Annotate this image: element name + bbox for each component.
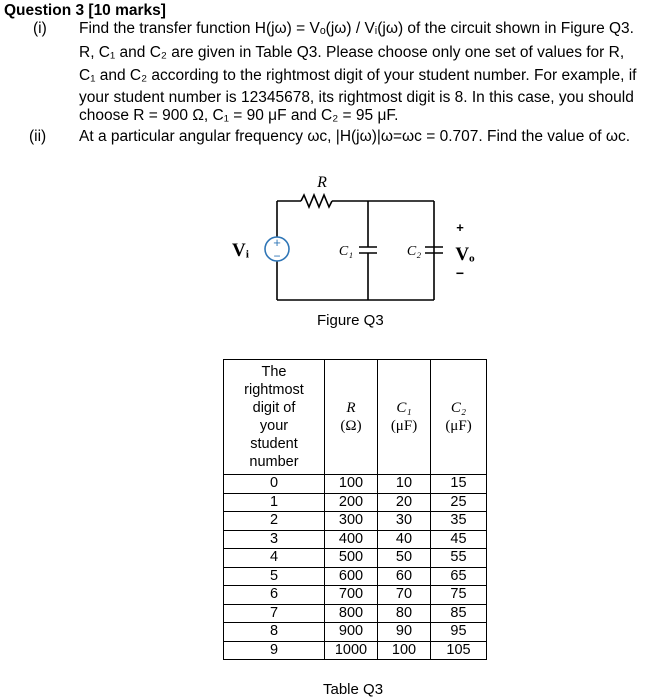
cell-r: 300 bbox=[325, 512, 378, 531]
cell-c1: 60 bbox=[378, 567, 431, 586]
header-digit-line: student bbox=[250, 436, 298, 452]
table-header-row bbox=[224, 360, 487, 475]
header-c2-symbol: C₂ bbox=[450, 400, 467, 416]
header-r-symbol: R bbox=[346, 400, 356, 416]
header-r-unit: (Ω) bbox=[340, 418, 362, 434]
cell-c2: 55 bbox=[431, 549, 487, 568]
table-row bbox=[224, 567, 487, 586]
cell-r: 100 bbox=[325, 475, 378, 494]
source-label: Vᵢ bbox=[232, 240, 250, 261]
cell-digit: 2 bbox=[224, 512, 325, 531]
resistor-symbol bbox=[301, 195, 332, 207]
cell-digit: 4 bbox=[224, 549, 325, 568]
output-minus-sign: − bbox=[455, 265, 465, 281]
table-row bbox=[224, 530, 487, 549]
circuit-diagram bbox=[220, 170, 480, 310]
table-row bbox=[224, 641, 487, 660]
header-c2 bbox=[431, 360, 487, 475]
cell-r: 200 bbox=[325, 493, 378, 512]
cell-r: 600 bbox=[325, 567, 378, 586]
table-row bbox=[224, 549, 487, 568]
cell-c1: 30 bbox=[378, 512, 431, 531]
cell-c2: 85 bbox=[431, 604, 487, 623]
cell-r: 700 bbox=[325, 586, 378, 605]
cell-r: 900 bbox=[325, 623, 378, 642]
output-label: Vₒ bbox=[455, 244, 475, 265]
cell-c1: 80 bbox=[378, 604, 431, 623]
cell-c2: 35 bbox=[431, 512, 487, 531]
cell-digit: 8 bbox=[224, 623, 325, 642]
cell-c1: 100 bbox=[378, 641, 431, 660]
cap1-label: C₁ bbox=[338, 244, 354, 259]
header-c1-symbol: C₁ bbox=[396, 400, 412, 416]
table-caption: Table Q3 bbox=[323, 681, 384, 698]
table-row bbox=[224, 623, 487, 642]
cell-c1: 70 bbox=[378, 586, 431, 605]
cell-r: 400 bbox=[325, 530, 378, 549]
cell-digit: 7 bbox=[224, 604, 325, 623]
cell-digit: 5 bbox=[224, 567, 325, 586]
cell-c1: 40 bbox=[378, 530, 431, 549]
source-plus-sign: + bbox=[273, 235, 281, 250]
cell-r: 800 bbox=[325, 604, 378, 623]
header-digit-line: rightmost bbox=[244, 382, 304, 398]
cell-digit: 1 bbox=[224, 493, 325, 512]
table-row bbox=[224, 493, 487, 512]
part-i-label: (i) bbox=[33, 20, 47, 37]
header-digit-line: number bbox=[249, 454, 299, 470]
part-ii-label: (ii) bbox=[29, 128, 47, 145]
cell-digit: 9 bbox=[224, 641, 325, 660]
cell-r: 500 bbox=[325, 549, 378, 568]
header-digit bbox=[224, 360, 325, 475]
cell-c2: 65 bbox=[431, 567, 487, 586]
cell-c1: 10 bbox=[378, 475, 431, 494]
cell-digit: 3 bbox=[224, 530, 325, 549]
table-row bbox=[224, 586, 487, 605]
cell-c1: 20 bbox=[378, 493, 431, 512]
cell-r: 1000 bbox=[325, 641, 378, 660]
source-minus-sign: − bbox=[273, 249, 281, 263]
cell-c2: 75 bbox=[431, 586, 487, 605]
part-i-line-1: Find the transfer function H(jω) = Vₒ(jω) / Vᵢ(jω) of the circuit shown in Figure Q3. bbox=[79, 20, 634, 37]
cell-c2: 95 bbox=[431, 623, 487, 642]
part-i-line-4: your student number is 12345678, its rightmost digit is 8. In this case, you should bbox=[79, 89, 634, 106]
resistor-label: R bbox=[317, 174, 327, 191]
cell-c2: 105 bbox=[431, 641, 487, 660]
cell-c1: 50 bbox=[378, 549, 431, 568]
table-row bbox=[224, 604, 487, 623]
table-body bbox=[224, 475, 487, 660]
part-i-line-2: R, C₁ and C₂ are given in Table Q3. Please choose only one set of values for R, bbox=[79, 44, 625, 61]
header-digit-line: digit of bbox=[252, 400, 296, 416]
header-digit-line: The bbox=[261, 364, 287, 380]
cell-digit: 6 bbox=[224, 586, 325, 605]
header-c1 bbox=[378, 360, 431, 475]
cell-c2: 15 bbox=[431, 475, 487, 494]
values-table bbox=[223, 359, 487, 660]
header-c1-unit: (μF) bbox=[390, 418, 418, 434]
part-i-line-3: C₁ and C₂ according to the rightmost digit of your student number. For example, if bbox=[79, 67, 637, 84]
question-title: Question 3 [10 marks] bbox=[4, 2, 166, 19]
part-ii-line: At a particular angular frequency ωᴄ, |H(jω)|ω=ωᴄ = 0.707. Find the value of ωᴄ. bbox=[79, 128, 631, 145]
cap2-label: C₂ bbox=[406, 244, 422, 259]
part-i-line-5: choose R = 900 Ω, C₁ = 90 μF and C₂ = 95 μF. bbox=[79, 107, 399, 124]
output-plus-sign: + bbox=[456, 220, 464, 235]
figure-caption: Figure Q3 bbox=[317, 312, 384, 329]
cell-digit: 0 bbox=[224, 475, 325, 494]
table-row bbox=[224, 512, 487, 531]
header-digit-line: your bbox=[259, 418, 289, 434]
table-row bbox=[224, 475, 487, 494]
header-c2-unit: (μF) bbox=[445, 418, 472, 434]
cell-c2: 25 bbox=[431, 493, 487, 512]
cell-c2: 45 bbox=[431, 530, 487, 549]
header-r bbox=[325, 360, 378, 475]
cell-c1: 90 bbox=[378, 623, 431, 642]
